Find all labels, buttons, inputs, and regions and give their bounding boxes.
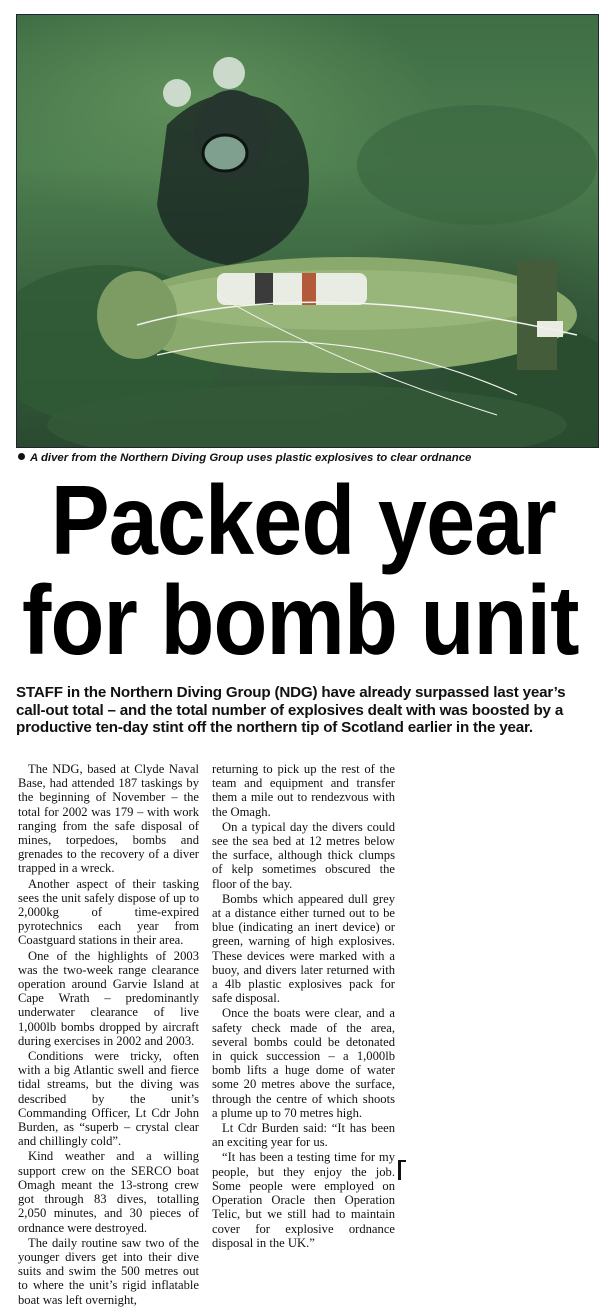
paragraph: Bombs which appeared dull grey at a distance either turned out to be blue (indicating an inert device) or green, warning of high explosives. These devices were marked with a buoy, and divers later returned with a 4lb plastic explosives pack for safe disposal. <box>212 891 395 1006</box>
end-of-article-mark <box>398 1160 401 1180</box>
diver-photo <box>16 14 599 448</box>
headline-line-1: Packed year <box>50 465 556 575</box>
paragraph: The NDG, based at Clyde Naval Base, had attended 187 taskings by the beginning of November – the total for 2002 was 179 – with work ranging from the safe disposal of mines, torpedoes, bombs and grenades to the recovery of a diver trapped in a wreck. <box>18 762 199 876</box>
diver-with-ordnance-photo <box>17 15 598 447</box>
standfirst: STAFF in the Northern Diving Group (NDG) have already surpassed last year’s call-out total – and the total number of explosives dealt with was boosted by a productive ten-day stint off the northern tip of Scotland earlier in the year. <box>16 684 566 736</box>
paragraph: Kind weather and a willing support crew on the SERCO boat Omagh meant the 13-strong crew got through 83 dives, totalling 2,050 minutes, and 30 pieces of ordnance were destroyed. <box>18 1149 199 1235</box>
paragraph: The daily routine saw two of the younger divers get into their dive suits and swim the 500 metres out to where the unit’s rigid inflatable boat was left overnight, <box>18 1235 199 1307</box>
paragraph: returning to pick up the rest of the team and equipment and transfer them a mile out to rendezvous with the Omagh. <box>212 762 395 819</box>
paragraph: Lt Cdr Burden said: “It has been an exciting year for us. <box>212 1121 395 1150</box>
paragraph: Another aspect of their tasking sees the unit safely dispose of up to 2,000kg of time-expired pyrotechnics each year from Coastguard stations in their area. <box>18 876 199 948</box>
paragraph: One of the highlights of 2003 was the two-week range clearance operation around Garvie Island at Cape Wrath – predominantly underwater clearance of live 1,000lb bombs dropped by aircraft during exercises in 2002 and 2003. <box>18 948 199 1048</box>
paragraph: “It has been a testing time for my people, but they enjoy the job. Some people were employed on Operation Oracle then Operation Telic, but we still had to maintain cover for explosive ordnance disposal in the UK.” <box>212 1150 395 1250</box>
bullet-icon <box>18 453 25 460</box>
caption-text: A diver from the Northern Diving Group uses plastic explosives to clear ordnance <box>30 452 472 464</box>
article-column-left <box>18 762 199 1307</box>
headline <box>22 465 592 675</box>
paragraph: Once the boats were clear, and a safety check made of the area, several bombs could be detonated in quick succession – a 1,000lb bomb lifts a huge dome of water some 20 metres above the surface, through the centre of which shoots a plume up to 70 metres high. <box>212 1006 395 1120</box>
headline-line-2: for bomb unit <box>22 565 579 675</box>
paragraph: On a typical day the divers could see the sea bed at 12 metres below the surface, although thick clumps of kelp sometimes obscured the floor of the bay. <box>212 819 395 891</box>
article-column-right <box>212 762 395 1250</box>
paragraph: Conditions were tricky, often with a big Atlantic swell and fierce tidal streams, but the diving was described by the unit’s Commanding Officer, Lt Cdr John Burden, as “superb – crystal clear and chillingly cold”. <box>18 1049 199 1149</box>
